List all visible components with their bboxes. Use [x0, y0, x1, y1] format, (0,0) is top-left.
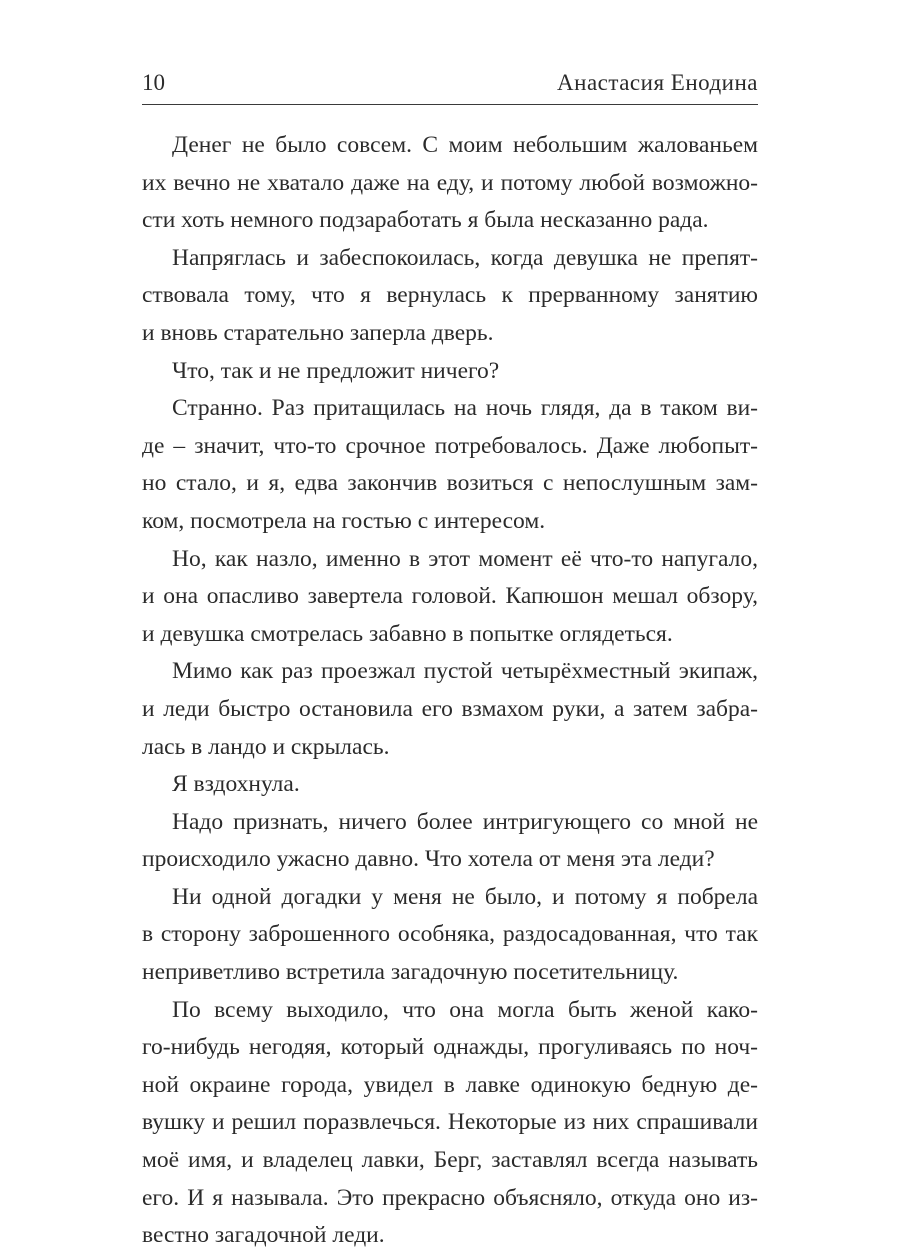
text-line: Напряглась и забеспокоилась, когда девушка не препят- [172, 244, 758, 271]
text-line: но стало, и я, едва закончив возиться с непослушным зам- [142, 470, 758, 497]
text-line: неприветливо встретила загадочную посетительницу. [142, 959, 679, 986]
text-line: сти хоть немного подзаработать я была несказанно рада. [142, 207, 709, 234]
text-line: Денег не было совсем. С моим небольшим жалованьем [172, 132, 758, 158]
text-line: в сторону заброшенного особняка, раздосадованная, что так [142, 921, 758, 948]
page-number: 10 [142, 70, 165, 95]
text-line: ком, посмотрела на гостью с интересом. [142, 507, 546, 534]
text-line: вестно загадочной леди. [142, 1222, 385, 1249]
text-line: и вновь старательно заперла дверь. [142, 319, 494, 346]
text-line: ной окраине города, увидел в лавке одинокую бедную де- [142, 1071, 758, 1098]
text-line: Надо признать, ничего более интригующего со мной не [172, 808, 758, 835]
body-text [142, 127, 758, 1255]
text-line: и девушка смотрелась забавно в попытке оглядеться. [142, 620, 673, 647]
text-line: его. И я называла. Это прекрасно объясняло, откуда оно из- [142, 1184, 758, 1211]
text-line: их вечно не хватало даже на еду, и потому любой возможно- [142, 169, 758, 196]
text-line: Что, так и не предложит ничего? [172, 357, 500, 384]
text-line: ствовала тому, что я вернулась к прерванному занятию [142, 282, 758, 309]
text-line: вушку и решил поразвлечься. Некоторые из них спрашивали [142, 1109, 758, 1136]
author-name: Анастасия Енодина [557, 70, 758, 95]
text-line: Но, как назло, именно в этот момент её что-то напугало, [172, 545, 758, 572]
text-line: происходило ужасно давно. Что хотела от меня эта леди? [142, 846, 715, 873]
running-head [142, 68, 758, 98]
text-line: лась в ландо и скрылась. [142, 733, 390, 760]
text-line: и она опасливо завертела головой. Капюшон мешал обзору, [142, 583, 758, 610]
text-line: де – значит, что-то срочное потребовалось. Даже любопыт- [142, 432, 758, 459]
text-line: го-нибудь негодяя, который однажды, прогуливаясь по ноч- [142, 1034, 758, 1061]
header-rule [142, 104, 758, 105]
text-line: Ни одной догадки у меня не было, и потому я побрела [172, 883, 758, 910]
text-line: Мимо как раз проезжал пустой четырёхместный экипаж, [172, 658, 758, 685]
text-line: Я вздохнула. [172, 771, 300, 798]
text-line: и леди быстро остановила его взмахом руки, а затем забра- [142, 695, 758, 722]
text-line: По всему выходило, что она могла быть женой како- [172, 996, 758, 1023]
text-line: Странно. Раз притащилась на ночь глядя, да в таком ви- [172, 395, 758, 422]
text-line: моё имя, и владелец лавки, Берг, заставлял всегда называть [142, 1147, 758, 1174]
